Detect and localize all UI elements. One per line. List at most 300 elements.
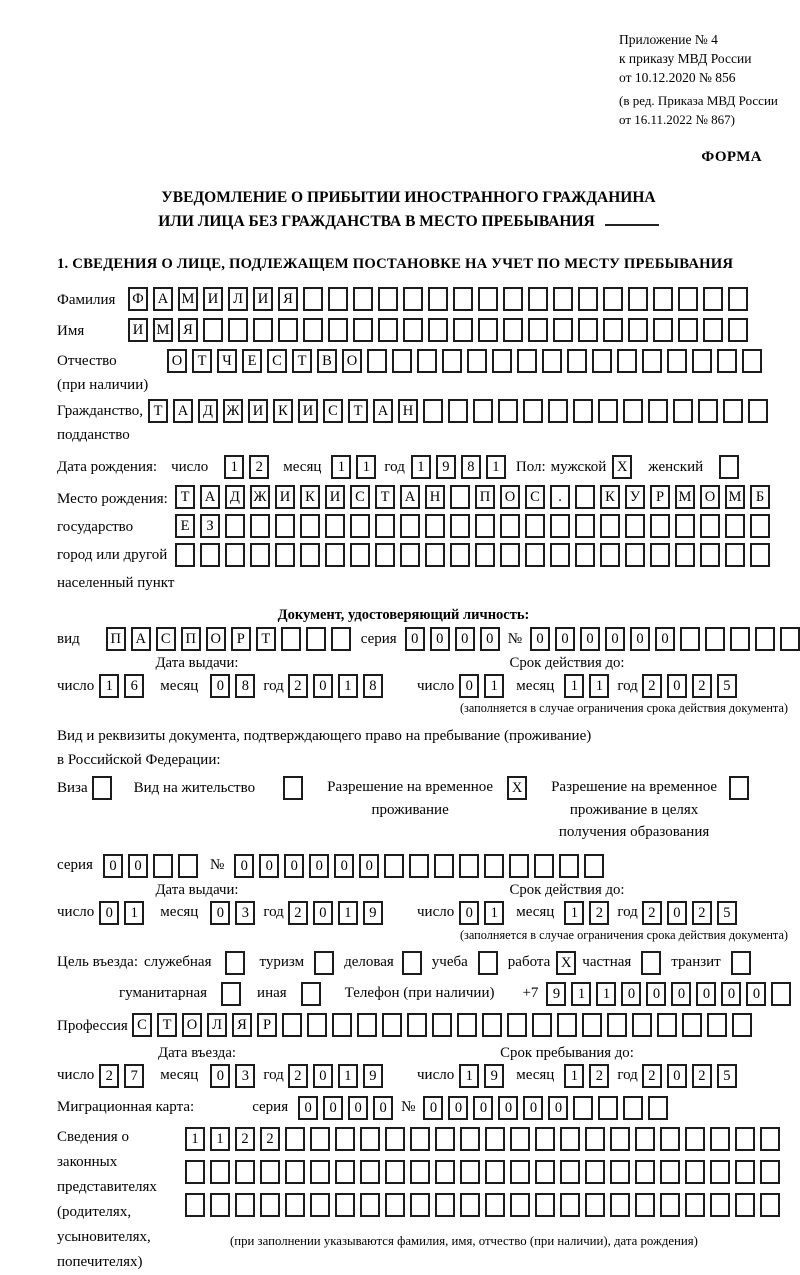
char-box: 1 xyxy=(484,901,504,925)
char-box xyxy=(528,287,548,311)
char-box xyxy=(328,287,348,311)
citizenship-label-line-2: подданство xyxy=(57,427,130,444)
char-box xyxy=(592,349,612,373)
char-box xyxy=(635,1160,655,1184)
char-box xyxy=(657,1013,677,1037)
char-box xyxy=(475,514,495,538)
residence-number-boxes xyxy=(234,854,604,878)
birth-place-box-rows xyxy=(175,485,770,567)
char-box xyxy=(306,627,326,651)
char-box: М xyxy=(725,485,745,509)
char-box: А xyxy=(200,485,220,509)
char-box xyxy=(550,543,570,567)
char-box: 2 xyxy=(642,901,662,925)
char-box: 7 xyxy=(124,1064,144,1088)
field-patronymic xyxy=(57,349,790,397)
char-box xyxy=(225,514,245,538)
char-box: А xyxy=(400,485,420,509)
char-box: 1 xyxy=(338,901,358,925)
char-box xyxy=(617,349,637,373)
char-box xyxy=(225,543,245,567)
residence-permit-checkbox xyxy=(283,776,303,800)
char-box xyxy=(498,399,518,423)
char-box xyxy=(350,514,370,538)
field-profession xyxy=(57,1013,790,1039)
char-box xyxy=(335,1160,355,1184)
field-citizenship xyxy=(57,399,790,447)
edu-permit-checkbox xyxy=(729,776,749,800)
char-box: С xyxy=(323,399,343,423)
char-box xyxy=(353,318,373,342)
char-box xyxy=(685,1160,705,1184)
field-name xyxy=(57,318,790,344)
residence-issue-row xyxy=(57,901,407,925)
char-box xyxy=(710,1127,730,1151)
representatives-label-line-4: (родителях, xyxy=(57,1203,132,1220)
entry-day-label: число xyxy=(57,1067,95,1084)
char-box xyxy=(685,1127,705,1151)
char-box xyxy=(678,287,698,311)
char-box xyxy=(402,951,422,975)
residence-doc-options xyxy=(57,776,790,844)
surname-label: Фамилия xyxy=(57,292,116,309)
purpose-transit-label: транзит xyxy=(671,954,721,971)
char-box xyxy=(667,349,687,373)
char-box: 0 xyxy=(373,1096,393,1120)
representatives-note: (при заполнении указываются фамилия, имя, отчество (при наличии), дата рождения) xyxy=(230,1233,698,1248)
char-box xyxy=(285,1193,305,1217)
char-box: 1 xyxy=(596,982,616,1006)
representatives-row-3 xyxy=(185,1193,780,1217)
char-box: 2 xyxy=(288,674,308,698)
char-box: 0 xyxy=(348,1096,368,1120)
char-box: У xyxy=(625,485,645,509)
representatives-box-rows xyxy=(185,1127,780,1249)
char-box xyxy=(548,399,568,423)
char-box xyxy=(300,514,320,538)
identity-doc-kind-label: вид xyxy=(57,630,80,647)
residence-valid-header: Срок действия до: xyxy=(509,881,625,898)
residence-series-label: серия xyxy=(57,857,93,874)
temp-permit-label-line-1: Разрешение на временное xyxy=(327,779,494,796)
char-box xyxy=(403,318,423,342)
purpose-study-checkbox xyxy=(478,951,498,975)
char-box: 1 xyxy=(338,674,358,698)
char-box xyxy=(625,543,645,567)
field-birth-date xyxy=(57,455,790,479)
char-box xyxy=(728,318,748,342)
char-box: И xyxy=(275,485,295,509)
char-box: 0 xyxy=(309,854,329,878)
char-box xyxy=(275,514,295,538)
char-box: 5 xyxy=(717,1064,737,1088)
char-box xyxy=(282,1013,302,1037)
char-box xyxy=(707,1013,727,1037)
char-box: М xyxy=(675,485,695,509)
char-box xyxy=(610,1193,630,1217)
char-box: 9 xyxy=(363,901,383,925)
char-box xyxy=(503,287,523,311)
char-box: Д xyxy=(198,399,218,423)
char-box xyxy=(748,399,768,423)
char-box: Ф xyxy=(128,287,148,311)
char-box: Р xyxy=(231,627,251,651)
char-box xyxy=(598,1096,618,1120)
char-box: О xyxy=(167,349,187,373)
temp-permit-checkbox xyxy=(507,776,527,800)
name-boxes xyxy=(128,318,748,342)
option-residence-permit xyxy=(134,776,303,800)
identity-doc-number-label: № xyxy=(507,630,522,647)
char-box xyxy=(585,1193,605,1217)
migration-card-series-boxes xyxy=(298,1096,393,1120)
char-box xyxy=(510,1160,530,1184)
char-box xyxy=(575,485,595,509)
char-box: 0 xyxy=(323,1096,343,1120)
char-box xyxy=(285,1160,305,1184)
birth-place-label-line-2: государство xyxy=(57,519,134,536)
char-box xyxy=(403,287,423,311)
char-box: 2 xyxy=(692,901,712,925)
issue-day-boxes xyxy=(99,674,144,698)
purpose-label: Цель въезда: xyxy=(57,954,138,971)
edu-permit-label-line-3: получения образования xyxy=(558,824,710,841)
char-box: 0 xyxy=(210,901,230,925)
purpose-humanitarian-checkbox xyxy=(221,982,241,1006)
char-box: 1 xyxy=(564,1064,584,1088)
char-box: 2 xyxy=(288,901,308,925)
char-box: 0 xyxy=(667,1064,687,1088)
section-1-heading: 1. СВЕДЕНИЯ О ЛИЦЕ, ПОДЛЕЖАЩЕМ ПОСТАНОВКЕ НА УЧЕТ ПО МЕСТУ ПРЕБЫВАНИЯ xyxy=(57,256,734,273)
char-box xyxy=(628,287,648,311)
char-box: Б xyxy=(750,485,770,509)
char-box xyxy=(660,1193,680,1217)
char-box xyxy=(623,399,643,423)
migration-card-label: Миграционная карта: xyxy=(57,1099,195,1116)
char-box: 0 xyxy=(667,674,687,698)
char-box xyxy=(660,1127,680,1151)
char-box xyxy=(392,349,412,373)
char-box: С xyxy=(350,485,370,509)
phone-prefix: +7 xyxy=(522,985,539,1002)
char-box: О xyxy=(206,627,226,651)
char-box: 1 xyxy=(589,674,609,698)
char-box xyxy=(760,1160,780,1184)
char-box xyxy=(717,349,737,373)
char-box: 0 xyxy=(667,901,687,925)
char-box xyxy=(575,543,595,567)
char-box xyxy=(448,399,468,423)
char-box: П xyxy=(181,627,201,651)
char-box xyxy=(283,776,303,800)
char-box xyxy=(685,1193,705,1217)
birth-date-label: Дата рождения: xyxy=(57,458,158,475)
char-box xyxy=(705,627,725,651)
entry-year-label: год xyxy=(263,1067,284,1084)
char-box xyxy=(632,1013,652,1037)
appendix-line-3: от 10.12.2020 № 856 xyxy=(619,70,736,86)
char-box xyxy=(235,1160,255,1184)
char-box xyxy=(719,455,739,479)
char-box xyxy=(725,543,745,567)
valid-day-label: число xyxy=(417,677,455,694)
char-box: Р xyxy=(650,485,670,509)
char-box xyxy=(635,1127,655,1151)
char-box: 1 xyxy=(99,674,119,698)
char-box xyxy=(525,514,545,538)
char-box xyxy=(771,982,791,1006)
char-box xyxy=(457,1013,477,1037)
field-representatives xyxy=(57,1125,790,1275)
char-box xyxy=(584,854,604,878)
char-box xyxy=(485,1193,505,1217)
char-box xyxy=(600,514,620,538)
visa-label: Виза xyxy=(57,780,88,797)
surname-boxes xyxy=(128,287,748,311)
char-box: 9 xyxy=(546,982,566,1006)
char-box: 2 xyxy=(692,1064,712,1088)
entry-date-row xyxy=(57,1064,407,1088)
char-box xyxy=(760,1193,780,1217)
purpose-work-label: работа xyxy=(507,954,551,971)
char-box: 5 xyxy=(717,674,737,698)
char-box: 0 xyxy=(234,854,254,878)
char-box xyxy=(92,776,112,800)
issue-month-boxes xyxy=(210,674,255,698)
residence-doc-dates xyxy=(57,882,790,943)
stay-year-boxes xyxy=(642,1064,737,1088)
char-box xyxy=(760,1127,780,1151)
char-box: Е xyxy=(242,349,262,373)
char-box: 0 xyxy=(313,674,333,698)
purpose-business-label: деловая xyxy=(344,954,394,971)
purpose-humanitarian-label: гуманитарная xyxy=(119,985,208,1002)
migration-card-series-label: серия xyxy=(252,1099,289,1116)
char-box xyxy=(303,287,323,311)
char-box xyxy=(560,1193,580,1217)
char-box: 0 xyxy=(621,982,641,1006)
residence-valid-row xyxy=(417,901,790,925)
char-box xyxy=(585,1160,605,1184)
purpose-transit-checkbox xyxy=(731,951,751,975)
char-box xyxy=(573,1096,593,1120)
char-box xyxy=(535,1193,555,1217)
char-box: П xyxy=(106,627,126,651)
patronymic-label-line-1: Отчество xyxy=(57,353,117,370)
char-box xyxy=(400,514,420,538)
birth-date-year-boxes xyxy=(411,455,506,479)
char-box xyxy=(534,854,554,878)
stay-day-boxes xyxy=(459,1064,504,1088)
char-box xyxy=(357,1013,377,1037)
identity-doc-valid-header: Срок действия до: xyxy=(509,655,625,672)
char-box xyxy=(410,1160,430,1184)
char-box: 0 xyxy=(210,1064,230,1088)
char-box xyxy=(730,627,750,651)
birth-date-day-label: число xyxy=(171,458,209,475)
char-box xyxy=(700,543,720,567)
char-box xyxy=(610,1127,630,1151)
char-box xyxy=(425,514,445,538)
char-box: Т xyxy=(148,399,168,423)
char-box: А xyxy=(131,627,151,651)
char-box: 2 xyxy=(642,1064,662,1088)
form-title-line-2-text: ИЛИ ЛИЦА БЕЗ ГРАЖДАНСТВА В МЕСТО ПРЕБЫВАНИЯ xyxy=(158,213,595,231)
char-box: 3 xyxy=(235,901,255,925)
char-box xyxy=(728,287,748,311)
char-box: 8 xyxy=(235,674,255,698)
char-box xyxy=(641,951,661,975)
purpose-study-label: учеба xyxy=(431,954,468,971)
char-box xyxy=(435,1193,455,1217)
char-box xyxy=(703,287,723,311)
char-box xyxy=(210,1193,230,1217)
residence-valid-day-boxes xyxy=(459,901,504,925)
char-box xyxy=(607,1013,627,1037)
edu-permit-label-line-2: проживание в целях xyxy=(569,801,699,818)
residence-doc-line-2: в Российской Федерации: xyxy=(57,752,221,769)
char-box xyxy=(435,1127,455,1151)
char-box: 2 xyxy=(260,1127,280,1151)
char-box: 0 xyxy=(423,1096,443,1120)
char-box xyxy=(509,854,529,878)
char-box: 0 xyxy=(646,982,666,1006)
char-box: Т xyxy=(157,1013,177,1037)
char-box xyxy=(675,543,695,567)
residence-valid-year-label: год xyxy=(617,904,638,921)
char-box xyxy=(335,1127,355,1151)
char-box: 2 xyxy=(642,674,662,698)
char-box xyxy=(680,627,700,651)
citizenship-label-line-1: Гражданство, xyxy=(57,403,144,420)
char-box xyxy=(425,543,445,567)
char-box xyxy=(360,1160,380,1184)
sex-female-label: женский xyxy=(648,458,704,475)
char-box: И xyxy=(128,318,148,342)
char-box xyxy=(535,1127,555,1151)
char-box xyxy=(228,318,248,342)
form-title xyxy=(57,186,760,234)
char-box: И xyxy=(248,399,268,423)
char-box: 8 xyxy=(461,455,481,479)
char-box xyxy=(460,1193,480,1217)
char-box xyxy=(525,543,545,567)
edition-line-1: (в ред. Приказа МВД России xyxy=(619,93,778,109)
char-box: И xyxy=(253,287,273,311)
char-box xyxy=(178,854,198,878)
char-box xyxy=(278,318,298,342)
char-box xyxy=(378,318,398,342)
char-box: 1 xyxy=(459,1064,479,1088)
char-box: 2 xyxy=(589,1064,609,1088)
residence-doc-series-row xyxy=(57,854,790,878)
char-box xyxy=(692,349,712,373)
char-box xyxy=(310,1160,330,1184)
char-box: Я xyxy=(178,318,198,342)
char-box xyxy=(442,349,462,373)
stay-until-group xyxy=(407,1045,790,1088)
char-box: Т xyxy=(348,399,368,423)
issue-day-label: число xyxy=(57,677,95,694)
edu-permit-label xyxy=(551,776,717,844)
char-box xyxy=(603,318,623,342)
residence-issue-month-boxes xyxy=(210,901,255,925)
representatives-row-1 xyxy=(185,1127,780,1151)
char-box xyxy=(642,349,662,373)
char-box xyxy=(410,1193,430,1217)
char-box: 0 xyxy=(259,854,279,878)
residence-issue-header: Дата выдачи: xyxy=(155,881,239,898)
char-box xyxy=(175,543,195,567)
char-box xyxy=(484,854,504,878)
char-box: 9 xyxy=(363,1064,383,1088)
char-box xyxy=(185,1193,205,1217)
valid-month-label: месяц xyxy=(516,677,555,694)
char-box: 1 xyxy=(185,1127,205,1151)
field-identity-doc xyxy=(57,627,790,651)
identity-doc-issue-row xyxy=(57,674,407,698)
purpose-private-checkbox xyxy=(641,951,661,975)
form-label: ФОРМА xyxy=(701,149,762,166)
entry-month-boxes xyxy=(210,1064,255,1088)
char-box xyxy=(559,854,579,878)
char-box xyxy=(460,1127,480,1151)
identity-doc-series-boxes xyxy=(405,627,500,651)
char-box: К xyxy=(273,399,293,423)
identity-doc-series-label: серия xyxy=(360,630,397,647)
purpose-other-label: иная xyxy=(257,985,287,1002)
char-box xyxy=(610,1160,630,1184)
char-box xyxy=(423,399,443,423)
purpose-work-checkbox xyxy=(556,951,576,975)
char-box: 3 xyxy=(235,1064,255,1088)
char-box xyxy=(603,287,623,311)
char-box xyxy=(635,1193,655,1217)
phone-label: Телефон (при наличии) xyxy=(344,985,495,1002)
char-box xyxy=(221,982,241,1006)
char-box xyxy=(482,1013,502,1037)
char-box xyxy=(450,543,470,567)
char-box xyxy=(328,318,348,342)
char-box: 0 xyxy=(605,627,625,651)
char-box xyxy=(755,627,775,651)
char-box: К xyxy=(600,485,620,509)
char-box xyxy=(567,349,587,373)
option-edu-permit xyxy=(551,776,749,844)
char-box: 1 xyxy=(484,674,504,698)
identity-doc-issue-group xyxy=(57,655,407,716)
representatives-label-line-2: законных xyxy=(57,1153,118,1170)
char-box xyxy=(382,1013,402,1037)
char-box xyxy=(742,349,762,373)
char-box: 0 xyxy=(313,1064,333,1088)
char-box xyxy=(560,1160,580,1184)
char-box xyxy=(503,318,523,342)
char-box xyxy=(185,1160,205,1184)
char-box: Я xyxy=(232,1013,252,1037)
char-box: 2 xyxy=(235,1127,255,1151)
residence-valid-day-label: число xyxy=(417,904,455,921)
char-box xyxy=(281,627,301,651)
char-box: О xyxy=(700,485,720,509)
char-box xyxy=(478,318,498,342)
char-box: Я xyxy=(278,287,298,311)
citizenship-label xyxy=(57,399,148,447)
char-box: 1 xyxy=(571,982,591,1006)
char-box xyxy=(478,287,498,311)
phone-boxes xyxy=(546,982,791,1006)
char-box: 0 xyxy=(448,1096,468,1120)
